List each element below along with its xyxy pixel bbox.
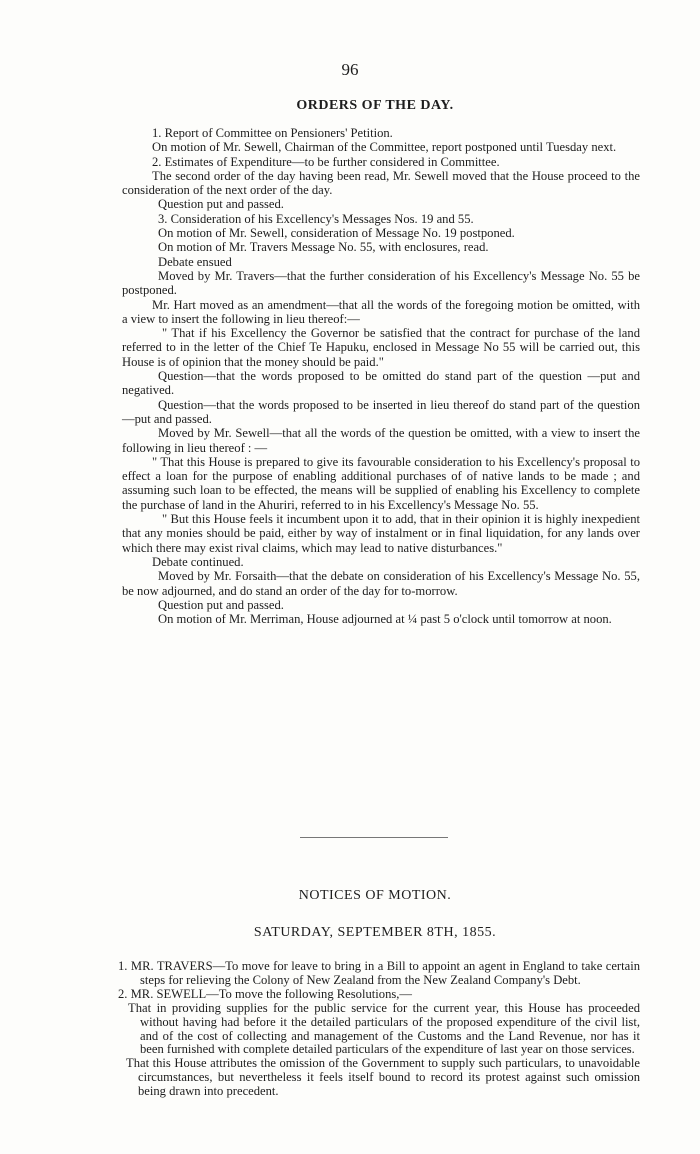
orders-heading: ORDERS OF THE DAY. xyxy=(296,98,454,113)
order-paragraph: Moved by Mr. Forsaith—that the debate on consideration of his Excellency's Message No. 55, be now adjourned, and do stand an order of the day for to-morrow. xyxy=(122,569,640,598)
order-quote: " But this House feels it incumbent upon it to add, that in their opinion it is highly inexpedient that any monies should be paid, either by way of instalment or in final liquidation, for any lands over which there may exist rival claims, which may lead to native disturbances." xyxy=(122,512,640,555)
page-number: 96 xyxy=(341,60,359,79)
order-paragraph: On motion of Mr. Travers Message No. 55, with enclosures, read. xyxy=(158,240,489,255)
notice-resolution: That in providing supplies for the public service for the current year, this House has proceeded without having had before it the detailed particulars of the proposed expenditure of the civil list, and of the cost of collecting and management of the Customs and the Land Revenue, nor has it been furnished with complete detailed particulars of the expenditure of last year on those services. xyxy=(128,1000,640,1057)
order-quote: " That if his Excellency the Governor be satisfied that the contract for purchase of the land referred to in the letter of the Chief Te Hapuku, enclosed in Message No 55 will be carried out, this House is of opinion that the money should be paid." xyxy=(122,326,640,369)
order-paragraph: The second order of the day having been read, Mr. Sewell moved that the House proceed to the consideration of the next order of the day. xyxy=(122,168,640,198)
orders-body xyxy=(122,126,640,626)
order-paragraph: Question—that the words proposed to be omitted do stand part of the question —put and negatived. xyxy=(122,369,640,398)
order-paragraph: 2. Estimates of Expenditure—to be further considered in Committee. xyxy=(152,154,500,169)
order-paragraph: Question—that the words proposed to be inserted in lieu thereof do stand part of the question—put and passed. xyxy=(122,397,640,426)
order-paragraph: On motion of Mr. Merriman, House adjourned at ¼ past 5 o'clock until tomorrow at noon. xyxy=(158,612,612,627)
notices-date: SATURDAY, SEPTEMBER 8TH, 1855. xyxy=(253,925,497,940)
order-quote: " That this House is prepared to give its favourable consideration to his Excellency's proposal to effect a loan for the purpose of enabling additional purchases of of native lands to be made ; and assuming such loan to be effected, the means will be supplied of enabling his Excellency to complete the purchase of land in the Ahuriri, referred to in his Excellency's Message No. 55. xyxy=(122,454,640,512)
notice-resolution: That this House attributes the omission of the Government to supply such particulars, to unavoidable circumstances, but nevertheless it feels itself bound to record its protest against such omission being drawn into precedent. xyxy=(126,1056,640,1099)
section-divider xyxy=(300,837,448,838)
order-paragraph: Moved by Mr. Travers—that the further consideration of his Excellency's Message No. 55 be postponed. xyxy=(122,268,640,298)
order-paragraph: Question put and passed. xyxy=(158,597,284,612)
order-paragraph: On motion of Mr. Sewell, consideration of Message No. 19 postponed. xyxy=(158,226,515,241)
notices-body xyxy=(118,960,640,1099)
order-paragraph: Debate continued. xyxy=(152,554,244,569)
notice-item: 1. MR. TRAVERS—To move for leave to bring in a Bill to appoint an agent in England to take certain steps for relieving the Colony of New Zealand from the New Zealand Company's Debt. xyxy=(118,959,640,987)
order-paragraph: On motion of Mr. Sewell, Chairman of the Committee, report postponed until Tuesday next. xyxy=(152,140,617,155)
order-paragraph: Question put and passed. xyxy=(158,197,284,212)
notices-heading: NOTICES OF MOTION. xyxy=(298,888,452,903)
order-paragraph: 3. Consideration of his Excellency's Messages Nos. 19 and 55. xyxy=(158,211,474,226)
order-paragraph: Moved by Mr. Sewell—that all the words of the question be omitted, with a view to insert the following in lieu thereof : — xyxy=(122,426,640,455)
order-paragraph: Debate ensued xyxy=(158,254,232,269)
notice-item: 2. MR. SEWELL—To move the following Resolutions,— xyxy=(118,986,413,1001)
order-paragraph: 1. Report of Committee on Pensioners' Petition. xyxy=(152,126,393,140)
order-paragraph: Mr. Hart moved as an amendment—that all the words of the foregoing motion be omitted, with a view to insert the following in lieu thereof:— xyxy=(122,297,640,326)
